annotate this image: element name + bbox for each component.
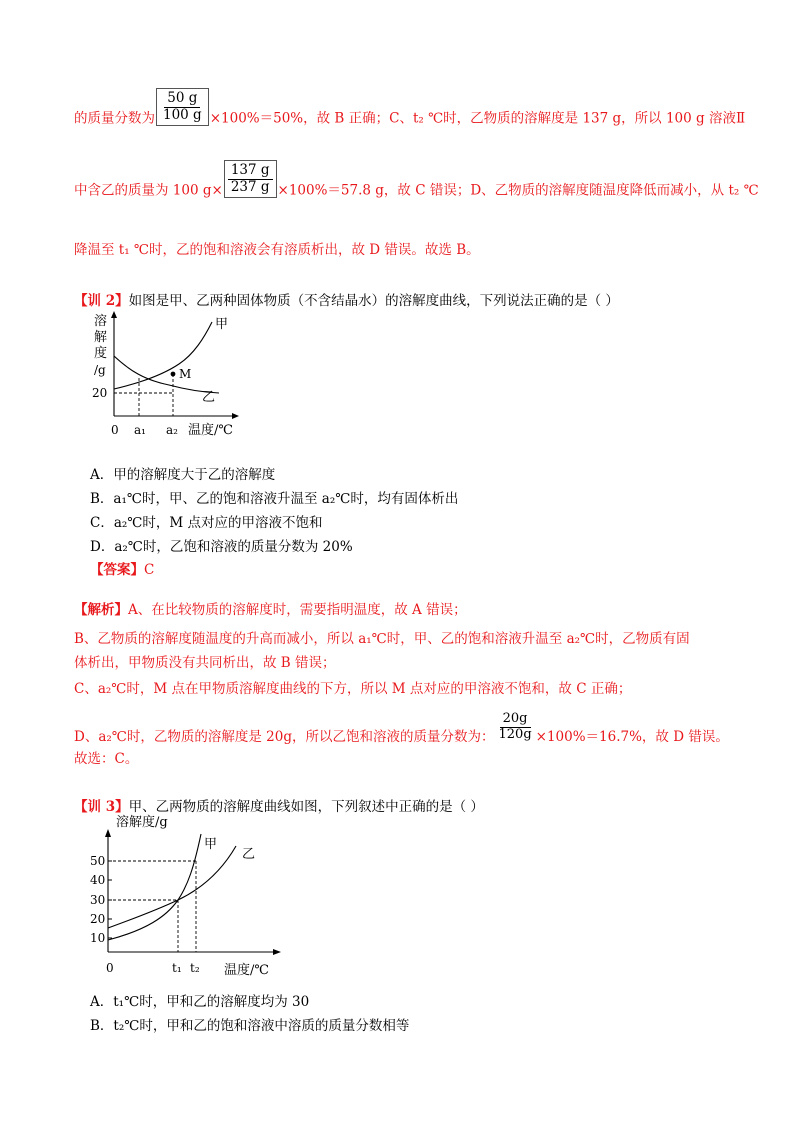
curve-yi: [108, 846, 236, 928]
question-3-option-b: B．t₂℃时，甲和乙的饱和溶液中溶质的质量分数相等: [90, 1018, 410, 1034]
question-tag: 【训 2】: [74, 293, 129, 309]
analysis-line-a: [74, 598, 467, 618]
analysis-tag: 【解析】: [74, 602, 128, 618]
y-tick-label-20: 20: [90, 912, 106, 926]
solution-line-2: [74, 162, 759, 210]
question-2-answer: [90, 558, 154, 578]
solution-line-1-suffix: ×100%＝50%，故 B 正确；C、t₂ ℃时，乙物质的溶解度是 137 g，所以 100 g 溶液Ⅱ: [209, 110, 746, 127]
question-text: 甲、乙两物质的溶解度曲线如图，下列叙述中正确的是（ ）: [128, 799, 484, 815]
question-2-option-c: C．a₂℃时，M 点对应的甲溶液不饱和: [90, 515, 323, 531]
fraction-50-over-100: [156, 88, 209, 126]
y-tick-label-50: 50: [90, 854, 106, 868]
answer-value: C: [144, 562, 155, 578]
point-label-m: M: [179, 367, 192, 381]
y-label-char-2: 解: [94, 330, 108, 345]
fraction-numerator: 137 g: [228, 163, 273, 180]
y-axis-arrow: [111, 311, 117, 318]
fraction-numerator: 20g: [500, 712, 531, 728]
analysis-line-d: [74, 711, 729, 753]
fraction-20-over-120: [496, 712, 535, 743]
y-label-char-1: 溶: [94, 314, 108, 329]
y-label-char-4: /g: [94, 363, 106, 377]
question-2-stem: [74, 289, 619, 309]
x-axis-label: 温度/℃: [224, 963, 269, 978]
analysis-line-d-prefix: D、a₂℃时，乙物质的溶解度是 20g，所以乙饱和溶液的质量分数为：: [74, 728, 495, 745]
solubility-graph-1: [84, 308, 244, 443]
solution-line-1-prefix: 的质量分数为: [74, 110, 155, 127]
y-axis-arrow: [105, 829, 111, 837]
analysis-line-d-suffix: ×100%＝16.7%，故 D 错误。: [535, 728, 729, 745]
analysis-line-b: B、乙物质的溶解度随温度的升高而减小，所以 a₁℃时，甲、乙的饱和溶液升温至 a₂℃时，乙物质有固: [74, 631, 690, 647]
x-origin: 0: [106, 961, 114, 975]
question-tag: 【训 3】: [74, 799, 129, 815]
curve-label-jia: 甲: [215, 317, 229, 332]
question-2-option-a: A．甲的溶解度大于乙的溶解度: [90, 467, 276, 483]
solution-line-2-prefix: 中含乙的质量为 100 g×: [74, 182, 223, 199]
curve-jia: [108, 834, 201, 940]
answer-tag: 【答案】: [90, 562, 144, 578]
solution-line-2-suffix: ×100%＝57.8 g，故 C 错误；D、乙物质的溶解度随温度降低而减小，从 t₂ ℃: [277, 182, 759, 199]
curve-label-yi: 乙: [242, 847, 256, 862]
x-tick-a1: a₁: [134, 423, 146, 437]
curve-label-jia: 甲: [204, 837, 218, 852]
solubility-graph-2: [86, 812, 286, 982]
question-2-option-b: B．a₁℃时，甲、乙的饱和溶液升温至 a₂℃时，均有固体析出: [90, 491, 459, 507]
solution-line-3: 降温至 t₁ ℃时，乙的饱和溶液会有溶质析出，故 D 错误。故选 B。: [74, 242, 480, 258]
y-tick-label-30: 30: [90, 893, 106, 907]
solution-line-1: [74, 90, 746, 138]
y-tick-20: 20: [92, 386, 108, 400]
curve-label-yi: 乙: [202, 390, 216, 405]
x-tick-t2: t₂: [190, 961, 200, 975]
fraction-denominator: 237 g: [230, 178, 270, 195]
x-tick-t1: t₁: [172, 961, 182, 975]
question-text: 如图是甲、乙两种固体物质（不含结晶水）的溶解度曲线，下列说法正确的是（ ）: [128, 293, 619, 309]
x-axis-arrow: [232, 413, 239, 419]
point-m-dot: [171, 372, 176, 377]
analysis-text: A、在比较物质的溶解度时，需要指明温度，故 A 错误；: [128, 602, 467, 618]
curve-jia: [114, 322, 212, 389]
y-axis-label: 溶解度/g: [116, 815, 168, 830]
curve-yi: [114, 356, 219, 393]
x-axis-label: 温度/℃: [188, 423, 233, 438]
question-3-option-a: A．t₁℃时，甲和乙的溶解度均为 30: [90, 994, 310, 1010]
analysis-line-c: C、a₂℃时，M 点在甲物质溶解度曲线的下方，所以 M 点对应的甲溶液不饱和，故 C 正确；: [74, 681, 632, 697]
y-tick-label-10: 10: [90, 931, 106, 945]
fraction-numerator: 50 g: [164, 91, 200, 108]
x-tick-a2: a₂: [166, 423, 178, 437]
fraction-denominator: 120g: [498, 726, 532, 742]
fraction-137-over-237: [224, 160, 277, 198]
analysis-line-b2: 体析出，甲物质没有共同析出，故 B 错误；: [74, 655, 336, 671]
analysis-line-e: 故选：C。: [74, 751, 139, 767]
x-origin: 0: [111, 423, 119, 437]
x-axis-arrow: [273, 949, 281, 955]
question-2-option-d: D．a₂℃时，乙饱和溶液的质量分数为 20%: [90, 539, 353, 555]
y-tick-label-40: 40: [90, 873, 106, 887]
fraction-denominator: 100 g: [163, 106, 202, 123]
y-label-char-3: 度: [94, 346, 108, 361]
